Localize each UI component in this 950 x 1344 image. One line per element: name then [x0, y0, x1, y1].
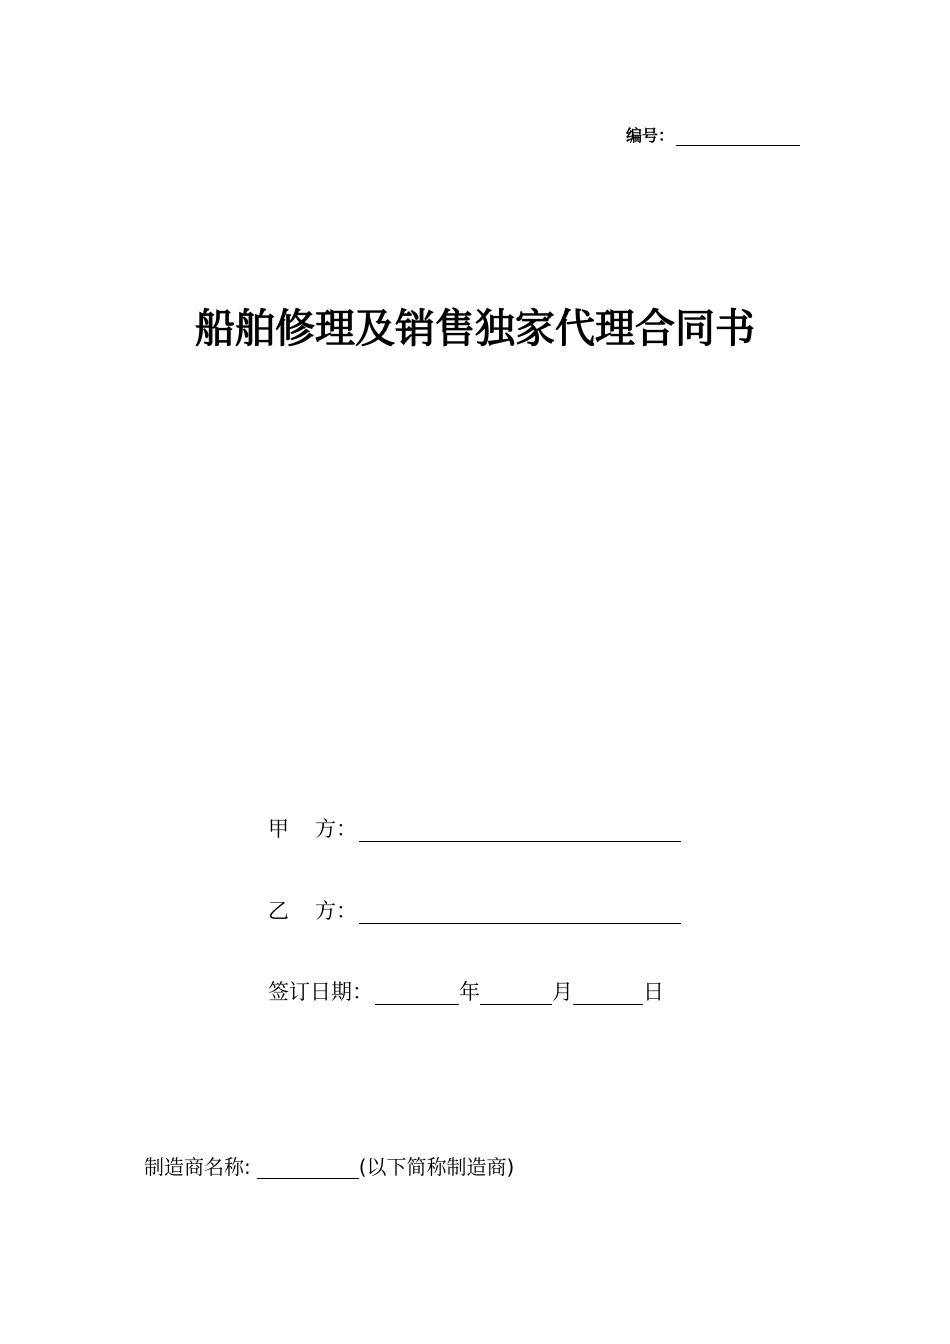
year-label: 年: [459, 980, 480, 1004]
serial-number-blank: [676, 127, 800, 146]
serial-number-label: 编号：: [626, 126, 675, 145]
party-a-label: 甲: [268, 817, 289, 841]
day-label: 日: [643, 980, 664, 1004]
manufacturer-note: (以下简称制造商): [358, 1155, 515, 1179]
document-title: 船舶修理及销售独家代理合同书: [195, 305, 755, 352]
party-b-blank: [359, 903, 681, 924]
party-a-line: [268, 816, 681, 842]
party-b-line: [268, 898, 681, 924]
party-b-label: 乙: [268, 899, 289, 923]
month-blank: [480, 984, 552, 1005]
serial-number-field: [626, 126, 800, 146]
year-blank: [375, 984, 459, 1005]
signing-date-line: [268, 979, 664, 1005]
manufacturer-blank: [257, 1158, 359, 1179]
day-blank: [573, 984, 643, 1005]
manufacturer-line: [144, 1155, 514, 1179]
signing-date-label: 签订日期：: [268, 980, 373, 1004]
party-a-suffix: 方：: [315, 817, 357, 841]
party-a-blank: [359, 821, 681, 842]
manufacturer-label: 制造商名称:: [144, 1155, 251, 1179]
month-label: 月: [552, 980, 573, 1004]
party-b-suffix: 方：: [315, 899, 357, 923]
